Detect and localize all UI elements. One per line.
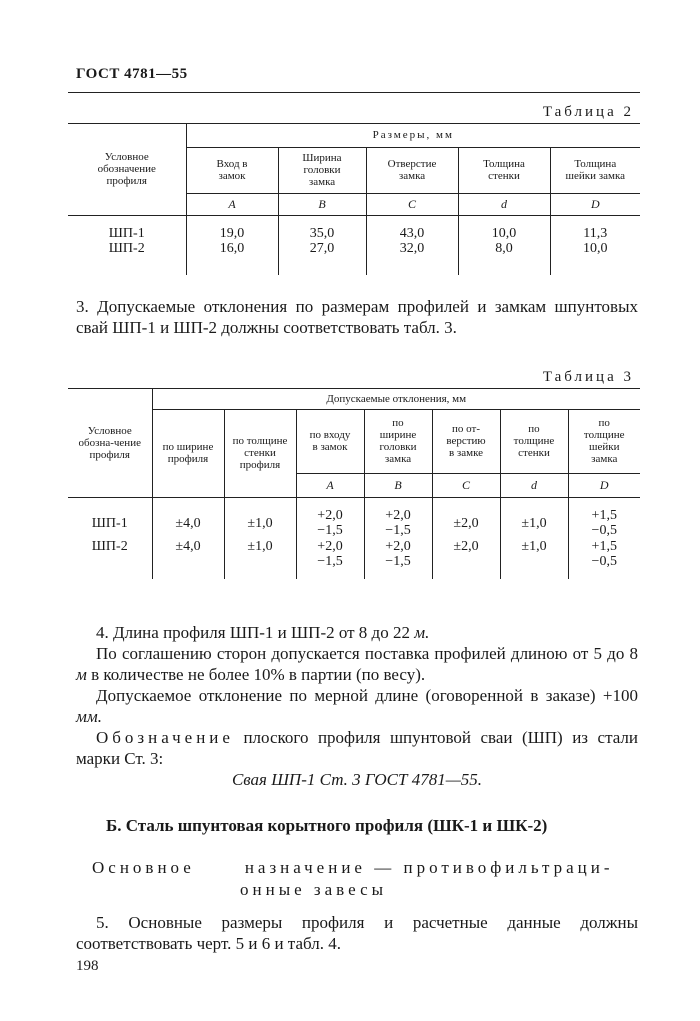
table2-col-header: Ширина головки замка (278, 147, 366, 193)
table2-col-header: Вход в замок (186, 147, 278, 193)
section-b-heading: Б. Сталь шпунтовая корытного профиля (ШК-1 и ШК-2) (106, 816, 548, 835)
table3-value-cell: ±1,0 (224, 539, 296, 579)
table3-col-letter: B (364, 473, 432, 497)
table3-value-cell: +1,5 −0,5 (591, 539, 617, 569)
table3-profile-cell: ШП-1 (68, 507, 152, 539)
header-rule (68, 92, 640, 93)
table3-value-cell: +2,0 −1,5 (296, 539, 364, 579)
table2-value-cell: 32,0 (366, 241, 458, 275)
paragraph-4-tolerance: Допускаемое отклонение по мерной длине (оговоренной в заказе) +100 мм. (76, 686, 638, 726)
table2-value-cell: 10,0 (458, 215, 550, 241)
table2-col-letter: D (550, 193, 640, 215)
table3-value-cell: ±4,0 (152, 539, 224, 579)
table3-stub-header: Условное обозна-чение профиля (68, 389, 152, 497)
table3-col-header: по толщине стенки (500, 409, 568, 473)
paragraph-4-agreement: По соглашению сторон допускается поставка профилей длиною от 5 до 8 м в количестве не более 10% в партии (по весу). (76, 644, 638, 684)
table2-value-cell: 35,0 (278, 215, 366, 241)
paragraph-4-designation: Обозначение плоского профиля шпунтовой сваи (ШП) из стали марки Ст. 3: (76, 728, 638, 768)
table2-value-cell: 11,3 (583, 226, 608, 241)
paragraph-3: 3. Допускаемые отклонения по размерам профилей и замкам шпунтовых свай ШП-1 и ШП-2 должны соответствовать табл. 3. (76, 297, 638, 337)
table3-group-header: Допускаемые отклонения, мм (152, 389, 640, 409)
table2-group-header: Размеры, мм (186, 124, 640, 147)
table3-col-header: по толщине стенки профиля (224, 409, 296, 497)
table3-value-cell: ±2,0 (432, 539, 500, 579)
table2-col-letter: B (278, 193, 366, 215)
table3-col-header: по ширине головки замка (364, 409, 432, 473)
table3-value-cell: +2,0 −1,5 (364, 539, 432, 579)
table3-value-cell: ±1,0 (224, 507, 296, 539)
table3-profile-cell: ШП-2 (68, 539, 152, 579)
table3-caption: Таблица 3 (542, 369, 634, 385)
table3-value-cell: ±4,0 (152, 507, 224, 539)
designation-example: Свая ШП-1 Ст. 3 ГОСТ 4781—55. (231, 770, 483, 789)
table3-value-cell: ±2,0 (432, 507, 500, 539)
table2-value-cell: 16,0 (186, 241, 278, 275)
table2-col-header: Толщина стенки (458, 147, 550, 193)
table3-col-header: по ширине профиля (152, 409, 224, 497)
table2-col-letter: d (458, 193, 550, 215)
table2-col-header: Толщина шейки замка (565, 158, 626, 182)
table2-col-letter: C (366, 193, 458, 215)
table3-col-letter: A (296, 473, 364, 497)
table2-profile-cell: ШП-2 (68, 241, 186, 275)
section-b-purpose-line2: онные завесы (240, 880, 388, 899)
table3-value-cell: +2,0 −1,5 (364, 507, 432, 539)
table3-col-letter: d (500, 473, 568, 497)
table2-value-cell: 10,0 (583, 241, 608, 256)
table3-value-cell: +2,0 −1,5 (296, 507, 364, 539)
table2-value-cell: 43,0 (366, 215, 458, 241)
table3-col-letter: D (568, 473, 640, 497)
table3-col-letter: C (432, 473, 500, 497)
table3 (68, 389, 640, 579)
table3-col-header: по входу в замок (296, 409, 364, 473)
running-title: ГОСТ 4781—55 (76, 66, 188, 82)
table2-profile-cell: ШП-1 (68, 215, 186, 241)
table3-value-cell: ±1,0 (500, 539, 568, 579)
paragraph-5: 5. Основные размеры профиля и расчетные данные должны соответствовать черт. 5 и 6 и табл. 4. (76, 913, 638, 953)
table2-col-letter: A (186, 193, 278, 215)
table3-col-header: по толщине шейки замка (583, 417, 625, 465)
page-number: 198 (76, 958, 99, 974)
table2-stub-header: Условное обозначение профиля (68, 124, 186, 215)
table2-value-cell: 8,0 (458, 241, 550, 275)
table2 (68, 124, 640, 275)
table2-value-cell: 27,0 (278, 241, 366, 275)
table2-caption: Таблица 2 (542, 104, 634, 120)
table3-col-header: по от-верстию в замке (432, 409, 500, 473)
table3-value-cell: ±1,0 (500, 507, 568, 539)
section-b-purpose-line1: Основное назначение — противофильтраци- (92, 858, 614, 877)
table3-value-cell: +1,5 −0,5 (591, 508, 617, 538)
table2-col-header: Отверстие замка (366, 147, 458, 193)
table2-value-cell: 19,0 (186, 215, 278, 241)
paragraph-4: 4. Длина профиля ШП-1 и ШП-2 от 8 до 22 м. (96, 623, 430, 642)
